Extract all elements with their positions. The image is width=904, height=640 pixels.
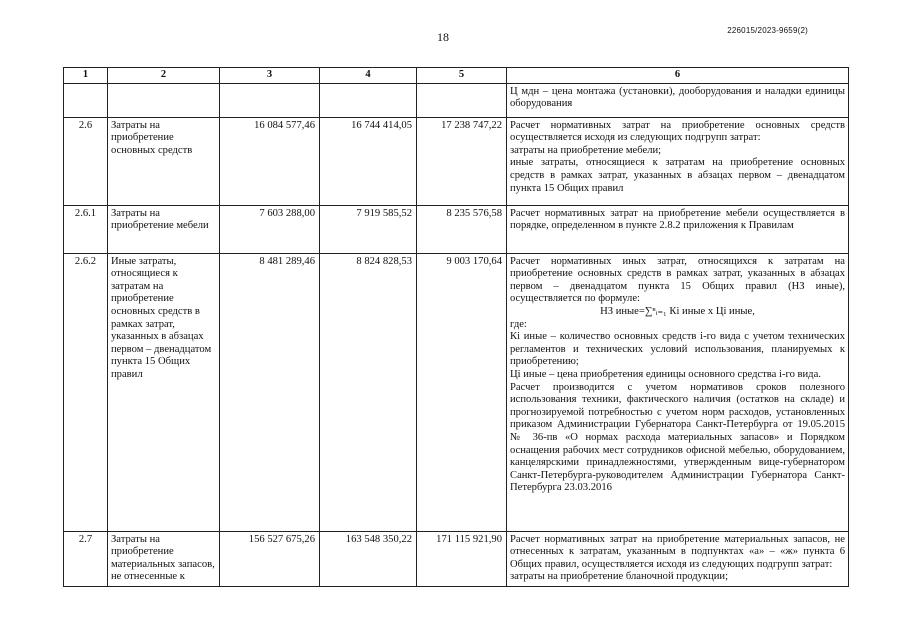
row-value-2: 7 919 585,52 bbox=[320, 205, 417, 253]
row-code: 2.6.1 bbox=[64, 205, 108, 253]
description-line: Ц мдн – цена монтажа (установки), дооборудования и наладки единицы оборудования bbox=[510, 85, 845, 110]
row-value-3: 171 115 921,90 bbox=[417, 531, 507, 586]
row-code: 2.7 bbox=[64, 531, 108, 586]
table-row bbox=[64, 205, 849, 253]
description-line: затраты на приобретение мебели; bbox=[510, 144, 662, 156]
row-description bbox=[507, 253, 849, 531]
description-line: Цi иные – цена приобретения единицы основного средства i-го вида. bbox=[510, 368, 821, 380]
document-code: 226015/2023-9659(2) bbox=[727, 26, 808, 35]
description-line: где: bbox=[510, 318, 527, 330]
formula: НЗ иные=∑ⁿᵢ₌₁ Кi иные x Цi иные, bbox=[600, 305, 755, 317]
row-value-1 bbox=[220, 83, 320, 117]
description-line: Расчет нормативных затрат на приобретение материальных запасов, не отнесенных к затратам, указанным в подпунктах «а» – «ж» пункта 6 Общих правил, осуществляется исходя из следующих подгрупп затрат: bbox=[510, 533, 845, 570]
row-value-1: 8 481 289,46 bbox=[220, 253, 320, 531]
table-row bbox=[64, 531, 849, 586]
row-name: Иные затраты, относящиеся к затратам на приобретение основных средств в рамках затрат, указанных в абзацах первом – двенадцатом пункта 15 Общих правил bbox=[108, 253, 220, 531]
row-value-1: 156 527 675,26 bbox=[220, 531, 320, 586]
row-value-1: 16 084 577,46 bbox=[220, 117, 320, 205]
row-code: 2.6 bbox=[64, 117, 108, 205]
table-row bbox=[64, 117, 849, 205]
row-code bbox=[64, 83, 108, 117]
description-line: Кi иные – количество основных средств i-го вида с учетом технических регламентов и технических условий использования, планируемых к приобретению; bbox=[510, 331, 845, 368]
header-col-3: 3 bbox=[220, 68, 320, 84]
row-value-3 bbox=[417, 83, 507, 117]
row-description bbox=[507, 531, 849, 586]
table-row bbox=[64, 253, 849, 531]
row-description bbox=[507, 83, 849, 117]
cost-table bbox=[63, 67, 849, 587]
row-value-2 bbox=[320, 83, 417, 117]
row-value-2: 163 548 350,22 bbox=[320, 531, 417, 586]
description-line: затраты на приобретение бланочной продукции; bbox=[510, 571, 729, 583]
table-header-row bbox=[64, 68, 849, 84]
header-col-1: 1 bbox=[64, 68, 108, 84]
row-name: Затраты на приобретение материальных запасов, не отнесенные к bbox=[108, 531, 220, 586]
page-number: 18 bbox=[437, 30, 449, 44]
description-line: Расчет нормативных затрат на приобретение основных средств осуществляется исходя из следующих подгрупп затрат: bbox=[510, 119, 845, 144]
row-value-1: 7 603 288,00 bbox=[220, 205, 320, 253]
row-code: 2.6.2 bbox=[64, 253, 108, 531]
row-name bbox=[108, 83, 220, 117]
row-value-3: 17 238 747,22 bbox=[417, 117, 507, 205]
row-name: Затраты на приобретение мебели bbox=[108, 205, 220, 253]
description-intro: Расчет нормативных иных затрат, относящихся к затратам на приобретение основных средств в рамках затрат, указанных в абзацах первом – двенадцатом пункта 15 Общих правил (НЗ иные), осуществляется по формуле: bbox=[510, 255, 845, 305]
row-value-2: 8 824 828,53 bbox=[320, 253, 417, 531]
row-name: Затраты на приобретение основных средств bbox=[108, 117, 220, 205]
row-value-3: 8 235 576,58 bbox=[417, 205, 507, 253]
header-col-6: 6 bbox=[507, 68, 849, 84]
description-line: Расчет производится с учетом нормативов сроков полезного использования техники, фактического наличия (остатков на складе) и прогнозируемой потребностью с учетом норм расходов, установленных приказом Администрации Губернатора Санкт-Петербурга от 19.05.2015 № 36-пв «О нормах расхода материальных запасов» и Порядком оснащения рабочих мест сотрудников офисной мебелью, оборудованием, канцелярскими принадлежностями, утвержденным вице-губернатором Санкт-Петербурга-руководителем Администрации Губернатора Санкт-Петербурга 23.03.2016 bbox=[510, 381, 845, 494]
row-value-2: 16 744 414,05 bbox=[320, 117, 417, 205]
row-description bbox=[507, 205, 849, 253]
table-row bbox=[64, 83, 849, 117]
description-line: иные затраты, относящиеся к затратам на приобретение основных средств в рамках затрат, указанных в абзацах первом – двенадцатом пункта 15 Общих правил bbox=[510, 157, 845, 194]
header-col-5: 5 bbox=[417, 68, 507, 84]
header-col-2: 2 bbox=[108, 68, 220, 84]
description-line: Расчет нормативных затрат на приобретение мебели осуществляется в порядке, определенном в пункте 2.8.2 приложения к Правилам bbox=[510, 207, 845, 232]
header-col-4: 4 bbox=[320, 68, 417, 84]
row-description bbox=[507, 117, 849, 205]
row-value-3: 9 003 170,64 bbox=[417, 253, 507, 531]
